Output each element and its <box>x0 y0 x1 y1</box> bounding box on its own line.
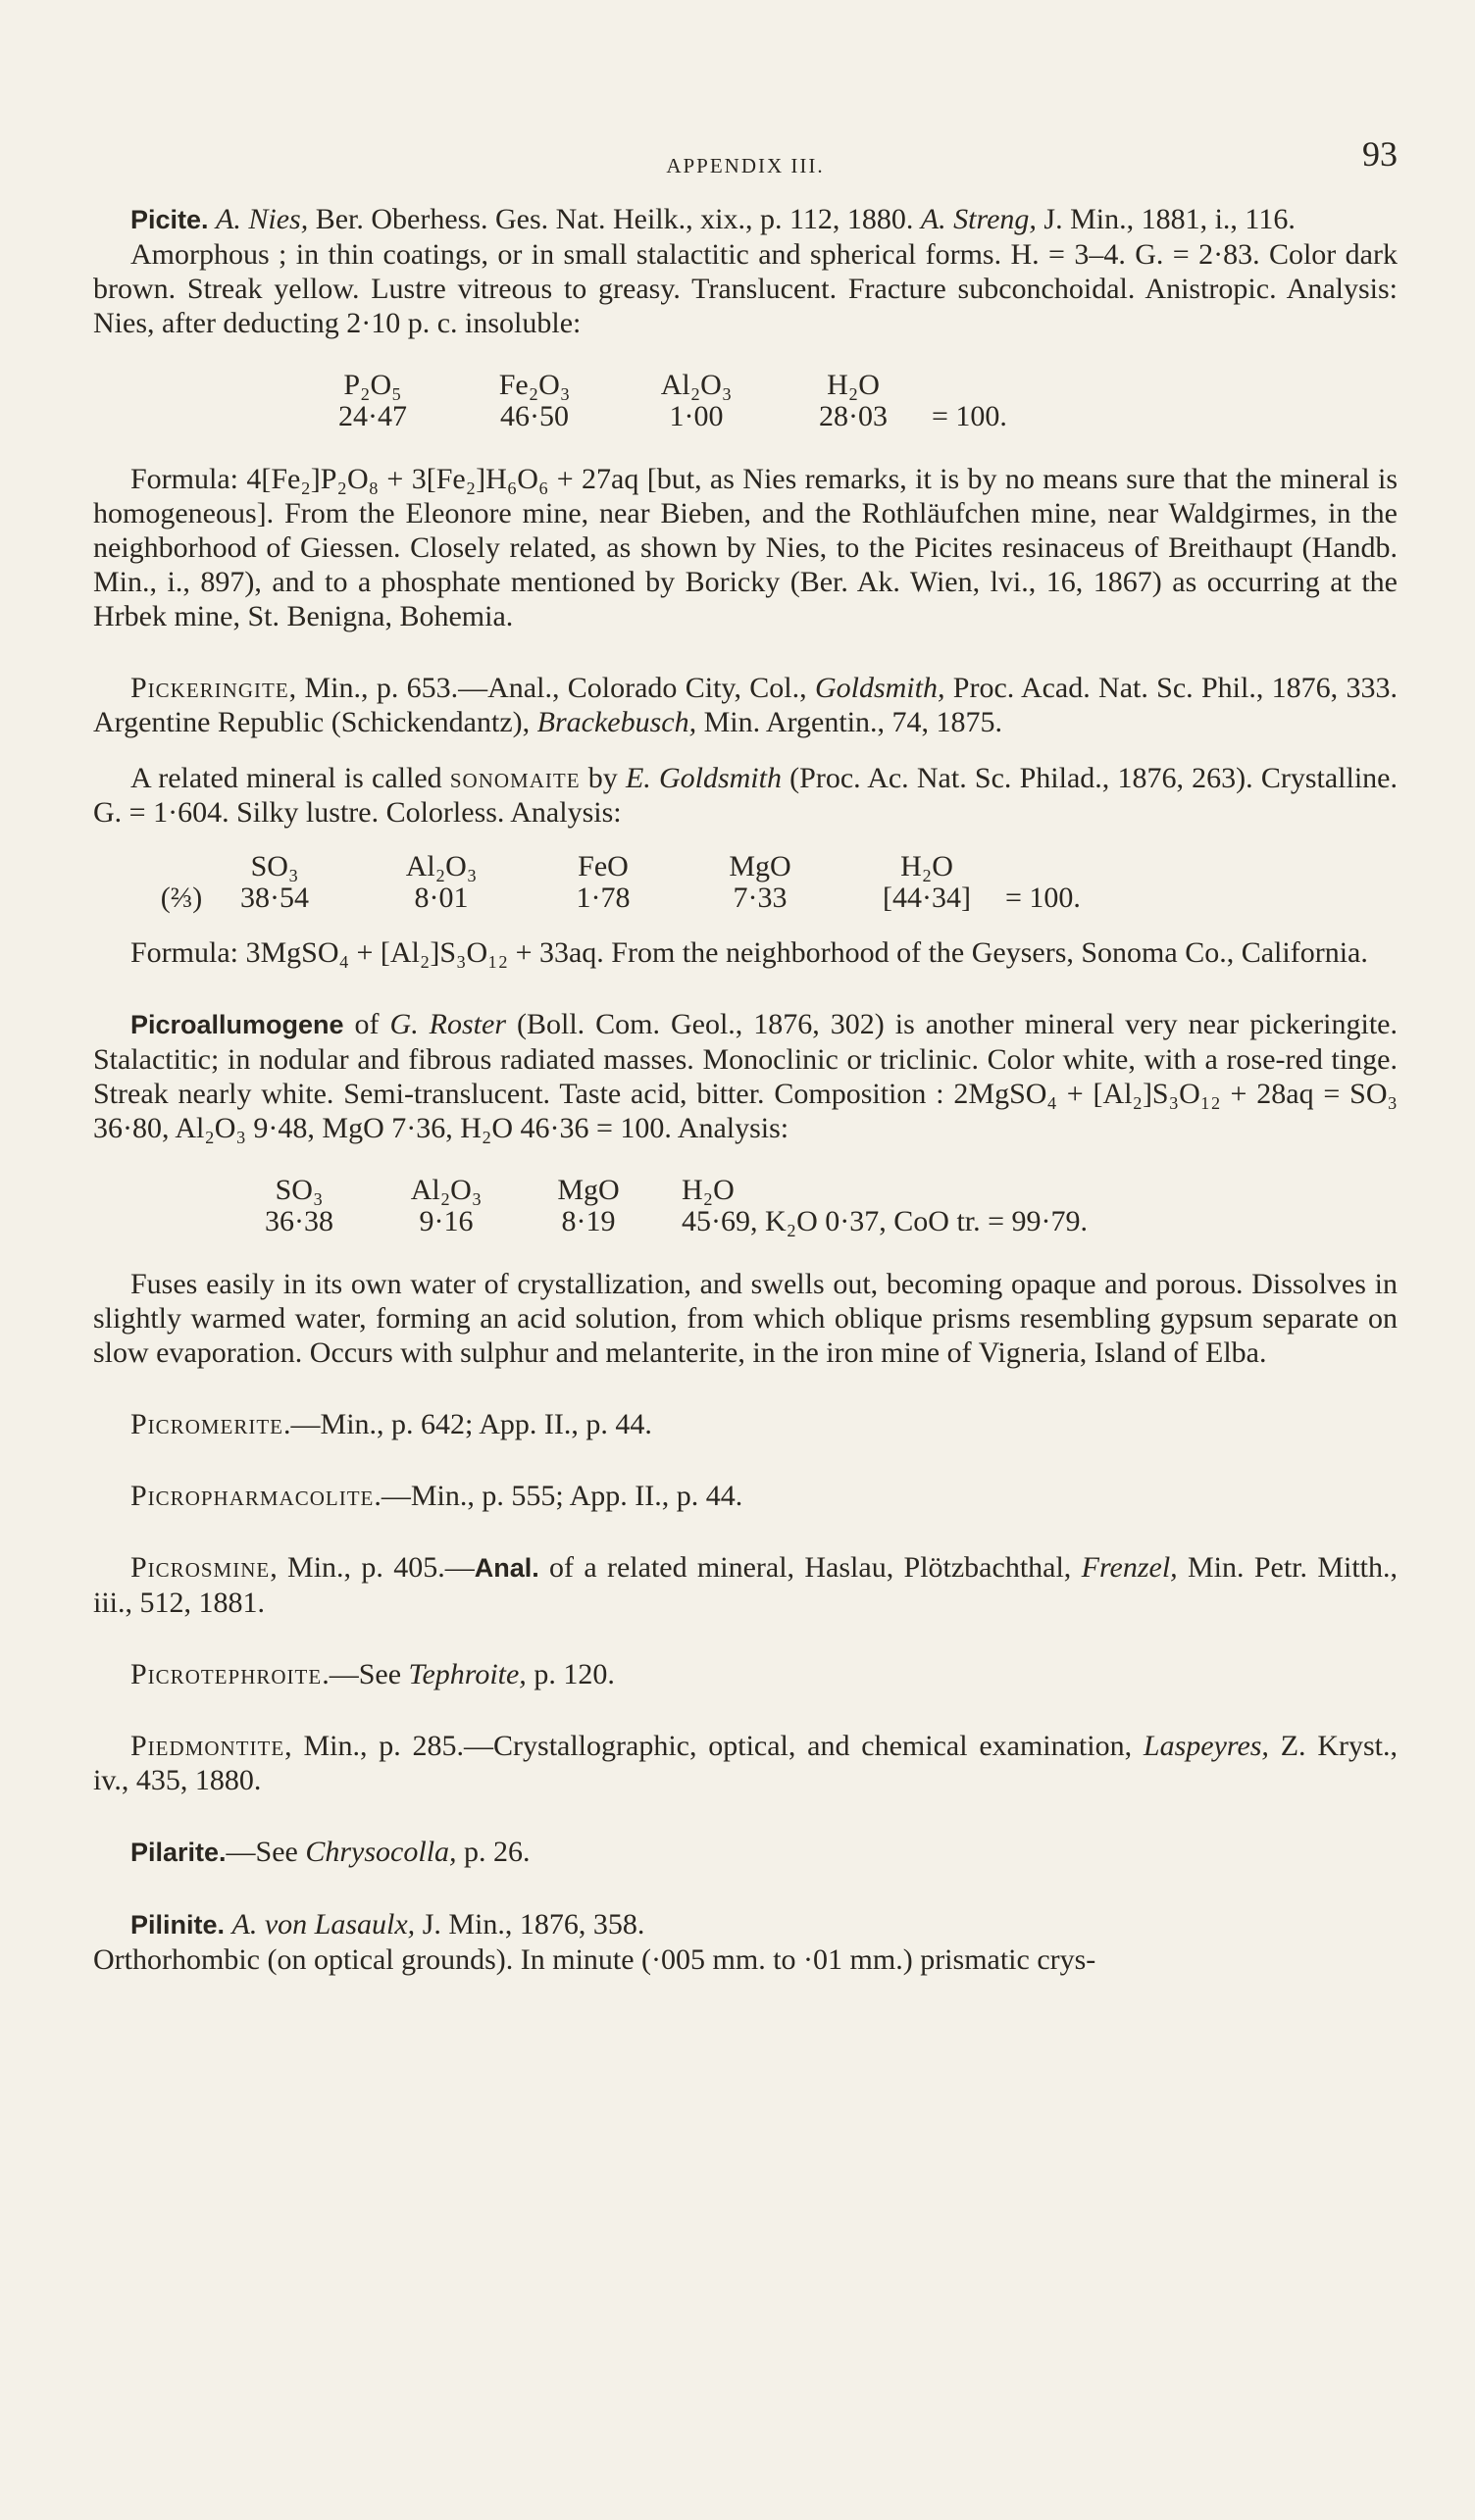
entry-heading: Picropharmacolite <box>130 1480 375 1512</box>
entry-description: Amorphous ; in thin coatings, or in small stalactitic and spherical forms. H. = 3–4. G. = 2·83. Color dark brown. Streak yellow. Lustre vitreous to greasy. Translucent. Fracture subconchoidal. Anistropic. Analysis: Nies, after deducting 2·10 p. c. insoluble: <box>93 238 1398 339</box>
analysis-table <box>324 370 1007 432</box>
entry-heading: Pilinite. <box>130 1910 232 1940</box>
entry-notes: Fuses easily in its own water of crystallization, and swells out, becoming opaque and porous. Dissolves in slightly warmed water, forming an acid solution, from which oblique prisms resembling gypsum separate on slow evaporation. Occurs with sulphur and melanterite, in the iron mine of Vigneria, Island of Elba. <box>93 1268 1398 1369</box>
analysis-table <box>250 1175 1088 1237</box>
entry-formula: Formula: 3MgSO₄ + [Al₂]S₃O₁₂ + 33aq. From the neighborhood of the Geysers, Sonoma Co., California. <box>130 936 1368 969</box>
analysis-value-row: 24·47 46·50 1·00 28·03 = 100. <box>338 400 1007 432</box>
entry-pilinite: Pilinite. A. von Lasaulx, J. Min., 1876, 358. Orthorhombic (on optical grounds). In minute (·005 mm. to ·01 mm.) prismatic crys- <box>93 1907 1398 1977</box>
entry-heading: Picrotephroite <box>130 1658 323 1690</box>
entry-heading: Picroallumogene <box>130 1010 344 1039</box>
entry-heading: Piedmontite <box>130 1730 285 1762</box>
entry-heading: Pickeringite <box>130 672 289 704</box>
entry-description: Orthorhombic (on optical grounds). In minute (·005 mm. to ·01 mm.) prismatic crys- <box>93 1943 1096 1976</box>
entry-picrosmine: Picrosmine, Min., p. 405.—Anal. of a related mineral, Haslau, Plötzbachthal, Frenzel, Min. Petr. Mitth., iii., 512, 1881. <box>93 1551 1399 1619</box>
entry-heading: Pilarite. <box>130 1838 227 1867</box>
entry-citation: Picite. A. Nies, Ber. Oberhess. Ges. Nat. Heilk., xix., p. 112, 1880. A. Streng, J. Min., 1881, i., 116. <box>130 203 1296 235</box>
entry-description: A related mineral is called sonomaite by E. Goldsmith (Proc. Ac. Nat. Sc. Philad., 1876, 263). Crystalline. G. = 1·604. Silky lustre. Colorless. Analysis: <box>93 762 1398 829</box>
entry-description: Picroallumogene of G. Roster (Boll. Com. Geol., 1876, 302) is another mineral very near pickeringite. Stalactitic; in nodular and fibrous radiated masses. Monoclinic or triclinic. Color white, with a rose-red tinge. Streak nearly white. Semi-translucent. Taste acid, bitter. Composition : 2MgSO₄ + [Al₂]S₃O₁₂ + 28aq = SO₃ 36·80, Al₂O₃ 9·48, MgO 7·36, H₂O 46·36 = 100. Analysis: <box>93 1008 1398 1144</box>
entry-heading: Picite. <box>130 205 217 234</box>
analysis-table <box>142 851 1081 914</box>
entry-pilarite: Pilarite.—See Chrysocolla, p. 26. <box>130 1836 531 1868</box>
page-header <box>93 134 1398 180</box>
entry-formula: Formula: 4[Fe₂]P₂O₈ + 3[Fe₂]H₆O₆ + 27aq [but, as Nies remarks, it is by no means sure that the mineral is homogeneous]. From the Eleonore mine, near Bieben, and the Rothläufchen mine, near Waldgirmes, in the neighborhood of Giessen. Closely related, as shown by Nies, to the Picites resinaceus of Breithaupt (Handb. Min., i., 897), and to a phosphate mentioned by Boricky (Ber. Ak. Wien, lvi., 16, 1867) as occurring at the Hrbek mine, St. Benigna, Bohemia. <box>93 463 1398 632</box>
entry-picite <box>93 202 1398 633</box>
analysis-value-row: (⅔) 38·54 8·01 1·78 7·33 [44·34] = 100. <box>160 882 1081 914</box>
entry-piedmontite: Piedmontite, Min., p. 285.—Crystallographic, optical, and chemical examination, Laspeyres, Z. Kryst., iv., 435, 1880. <box>93 1730 1398 1796</box>
entry-heading: Picrosmine <box>130 1551 271 1584</box>
analysis-header-row: SO₃ Al₂O₃ FeO MgO H₂O <box>250 850 953 882</box>
entry-citation: Pickeringite, Min., p. 653.—Anal., Colorado City, Col., Goldsmith, Proc. Acad. Nat. Sc. Phil., 1876, 333. Argentine Republic (Schickendantz), Brackebusch, Min. Argentin., 74, 1875. <box>93 672 1398 738</box>
analysis-header-row: P₂O₅ Fe₂O₃ Al₂O₃ H₂O <box>343 369 880 401</box>
analysis-header-row: SO₃ Al₂O₃ MgO H₂O <box>275 1174 735 1206</box>
running-head: APPENDIX III. <box>666 154 825 177</box>
entry-heading: Picromerite <box>130 1408 284 1440</box>
page-number: 93 <box>1362 134 1398 174</box>
entry-picromerite: Picromerite.—Min., p. 642; App. II., p. 44. <box>130 1408 652 1440</box>
entry-picropharmacolite: Picropharmacolite.—Min., p. 555; App. II., p. 44. <box>130 1480 743 1512</box>
entry-picroallumogene <box>93 1007 1398 1370</box>
entry-picrotephroite: Picrotephroite.—See Tephroite, p. 120. <box>130 1658 615 1690</box>
entry-pickeringite <box>93 671 1398 970</box>
page-body <box>93 202 1398 2014</box>
analysis-value-row: 36·38 9·16 8·19 45·69, K₂O 0·37, CoO tr. = 99·79. <box>265 1205 1089 1237</box>
